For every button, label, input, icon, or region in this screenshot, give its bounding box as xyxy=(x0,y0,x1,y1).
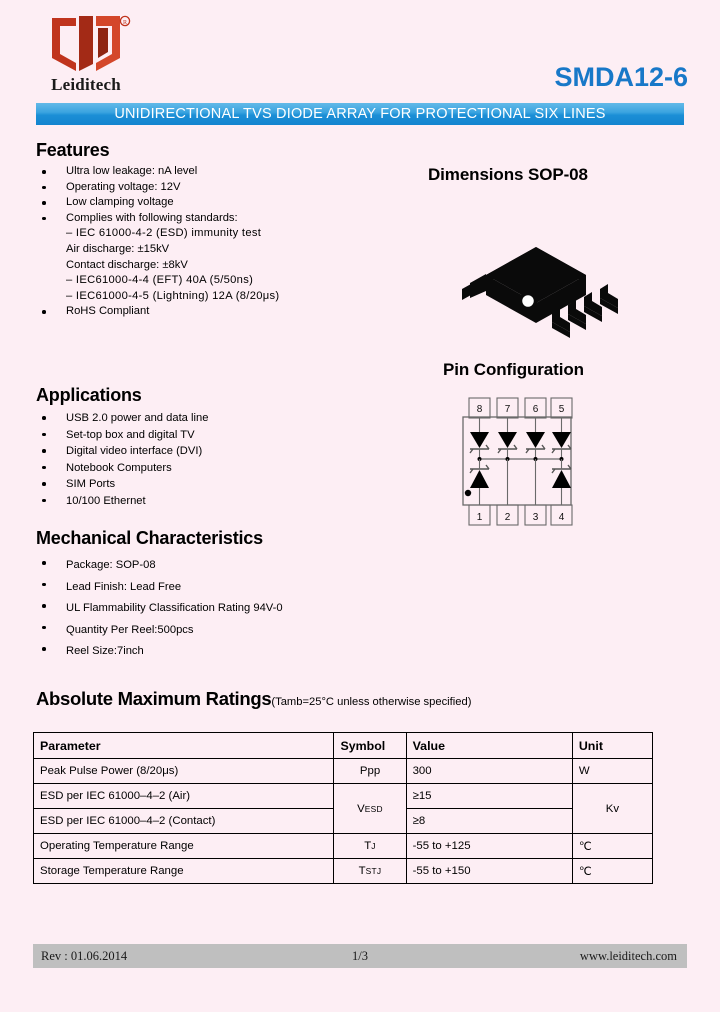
cell-symbol: TJ xyxy=(334,834,406,859)
cell-unit: Kv xyxy=(572,784,652,834)
revision-label: Rev : 01.06.2014 xyxy=(41,948,128,963)
applications-section xyxy=(36,385,366,510)
list-item: 10/100 Ethernet xyxy=(36,493,366,510)
svg-text:3: 3 xyxy=(532,512,539,523)
ratings-heading-group xyxy=(36,688,471,710)
applications-list xyxy=(36,410,366,510)
cell-value: -55 to +125 xyxy=(406,834,572,859)
page-footer xyxy=(33,944,687,968)
list-item: Ultra low leakage: nA level xyxy=(36,164,366,180)
table-row xyxy=(34,759,653,784)
list-item: Package: SOP-08 xyxy=(36,555,396,577)
cell-parameter: ESD per IEC 61000–4–2 (Air) xyxy=(34,784,334,809)
svg-text:4: 4 xyxy=(558,512,565,523)
sop8-package-3d-icon xyxy=(440,205,620,340)
cell-parameter: ESD per IEC 61000–4–2 (Contact) xyxy=(34,809,334,834)
table-row xyxy=(34,859,653,884)
svg-text:1: 1 xyxy=(476,512,483,523)
absolute-maximum-ratings-table xyxy=(33,732,653,884)
list-item: Digital video interface (DVI) xyxy=(36,443,366,460)
list-item: Reel Size:7inch xyxy=(36,641,396,663)
list-item: Contact discharge: ±8kV xyxy=(66,258,188,271)
cell-parameter: Peak Pulse Power (8/20μs) xyxy=(34,759,334,784)
cell-value: -55 to +150 xyxy=(406,859,572,884)
company-logo xyxy=(38,14,146,98)
column-header-parameter: Parameter xyxy=(34,733,334,759)
table-header-row xyxy=(34,733,653,759)
column-header-value: Value xyxy=(406,733,572,759)
mechanical-characteristics-section xyxy=(36,528,396,663)
list-item: – IEC61000-4-5 (Lightning) 12A (8/20μs) xyxy=(66,289,280,302)
website-link[interactable]: www.leiditech.com xyxy=(579,948,677,963)
list-item: Lead Finish: Lead Free xyxy=(36,577,396,599)
table-row xyxy=(34,784,653,809)
page-number: 1/3 xyxy=(352,948,368,963)
cell-unit: ℃ xyxy=(572,834,652,859)
table-row xyxy=(34,834,653,859)
column-header-symbol: Symbol xyxy=(334,733,406,759)
list-item: SIM Ports xyxy=(36,476,366,493)
features-heading: Features xyxy=(36,140,110,160)
leiditech-logo-icon xyxy=(46,14,132,74)
cell-value: ≥15 xyxy=(406,784,572,809)
cell-symbol: VESD xyxy=(334,784,406,834)
cell-parameter: Operating Temperature Range xyxy=(34,834,334,859)
column-header-unit: Unit xyxy=(572,733,652,759)
cell-value: 300 xyxy=(406,759,572,784)
product-description-banner: UNIDIRECTIONAL TVS DIODE ARRAY FOR PROTECTIONAL SIX LINES xyxy=(36,103,684,125)
list-item: USB 2.0 power and data line xyxy=(36,410,366,427)
list-item: Notebook Computers xyxy=(36,460,366,477)
cell-value: ≥8 xyxy=(406,809,572,834)
list-item: Quantity Per Reel:500pcs xyxy=(36,620,396,642)
list-item: UL Flammability Classification Rating 94V-0 xyxy=(36,598,396,620)
applications-heading: Applications xyxy=(36,385,142,405)
svg-text:8: 8 xyxy=(476,404,483,415)
list-item: Operating voltage: 12V xyxy=(36,180,366,196)
svg-text:6: 6 xyxy=(532,404,539,415)
list-item: Set-top box and digital TV xyxy=(36,427,366,444)
mechanical-list xyxy=(36,555,396,663)
cell-symbol: Ppp xyxy=(334,759,406,784)
features-list xyxy=(36,164,366,320)
dimensions-heading: Dimensions SOP-08 xyxy=(428,165,588,184)
list-item: Complies with following standards: xyxy=(36,211,366,227)
cell-unit: W xyxy=(572,759,652,784)
svg-text:5: 5 xyxy=(558,404,565,415)
features-section xyxy=(36,140,366,320)
ratings-title: Absolute Maximum Ratings xyxy=(36,688,272,709)
cell-symbol: TSTJ xyxy=(334,859,406,884)
list-item: RoHS Compliant xyxy=(36,304,366,320)
mechanical-heading: Mechanical Characteristics xyxy=(36,528,263,548)
tvs-array-schematic-icon xyxy=(455,396,585,526)
svg-text:7: 7 xyxy=(504,404,511,415)
list-item: Low clamping voltage xyxy=(36,195,366,211)
page-header xyxy=(0,0,720,100)
list-item: Air discharge: ±15kV xyxy=(66,242,170,255)
logo-wordmark: Leiditech xyxy=(51,75,121,94)
ratings-condition: (Tamb=25°C unless otherwise specified) xyxy=(271,696,472,708)
list-item: – IEC 61000-4-2 (ESD) immunity test xyxy=(66,227,262,240)
list-item: – IEC61000-4-4 (EFT) 40A (5/50ns) xyxy=(66,274,254,287)
cell-parameter: Storage Temperature Range xyxy=(34,859,334,884)
svg-text:R: R xyxy=(122,20,128,26)
svg-text:2: 2 xyxy=(504,512,511,523)
part-number-title: SMDA12-6 xyxy=(554,62,688,92)
cell-unit: ℃ xyxy=(572,859,652,884)
pin-configuration-heading: Pin Configuration xyxy=(443,360,584,379)
